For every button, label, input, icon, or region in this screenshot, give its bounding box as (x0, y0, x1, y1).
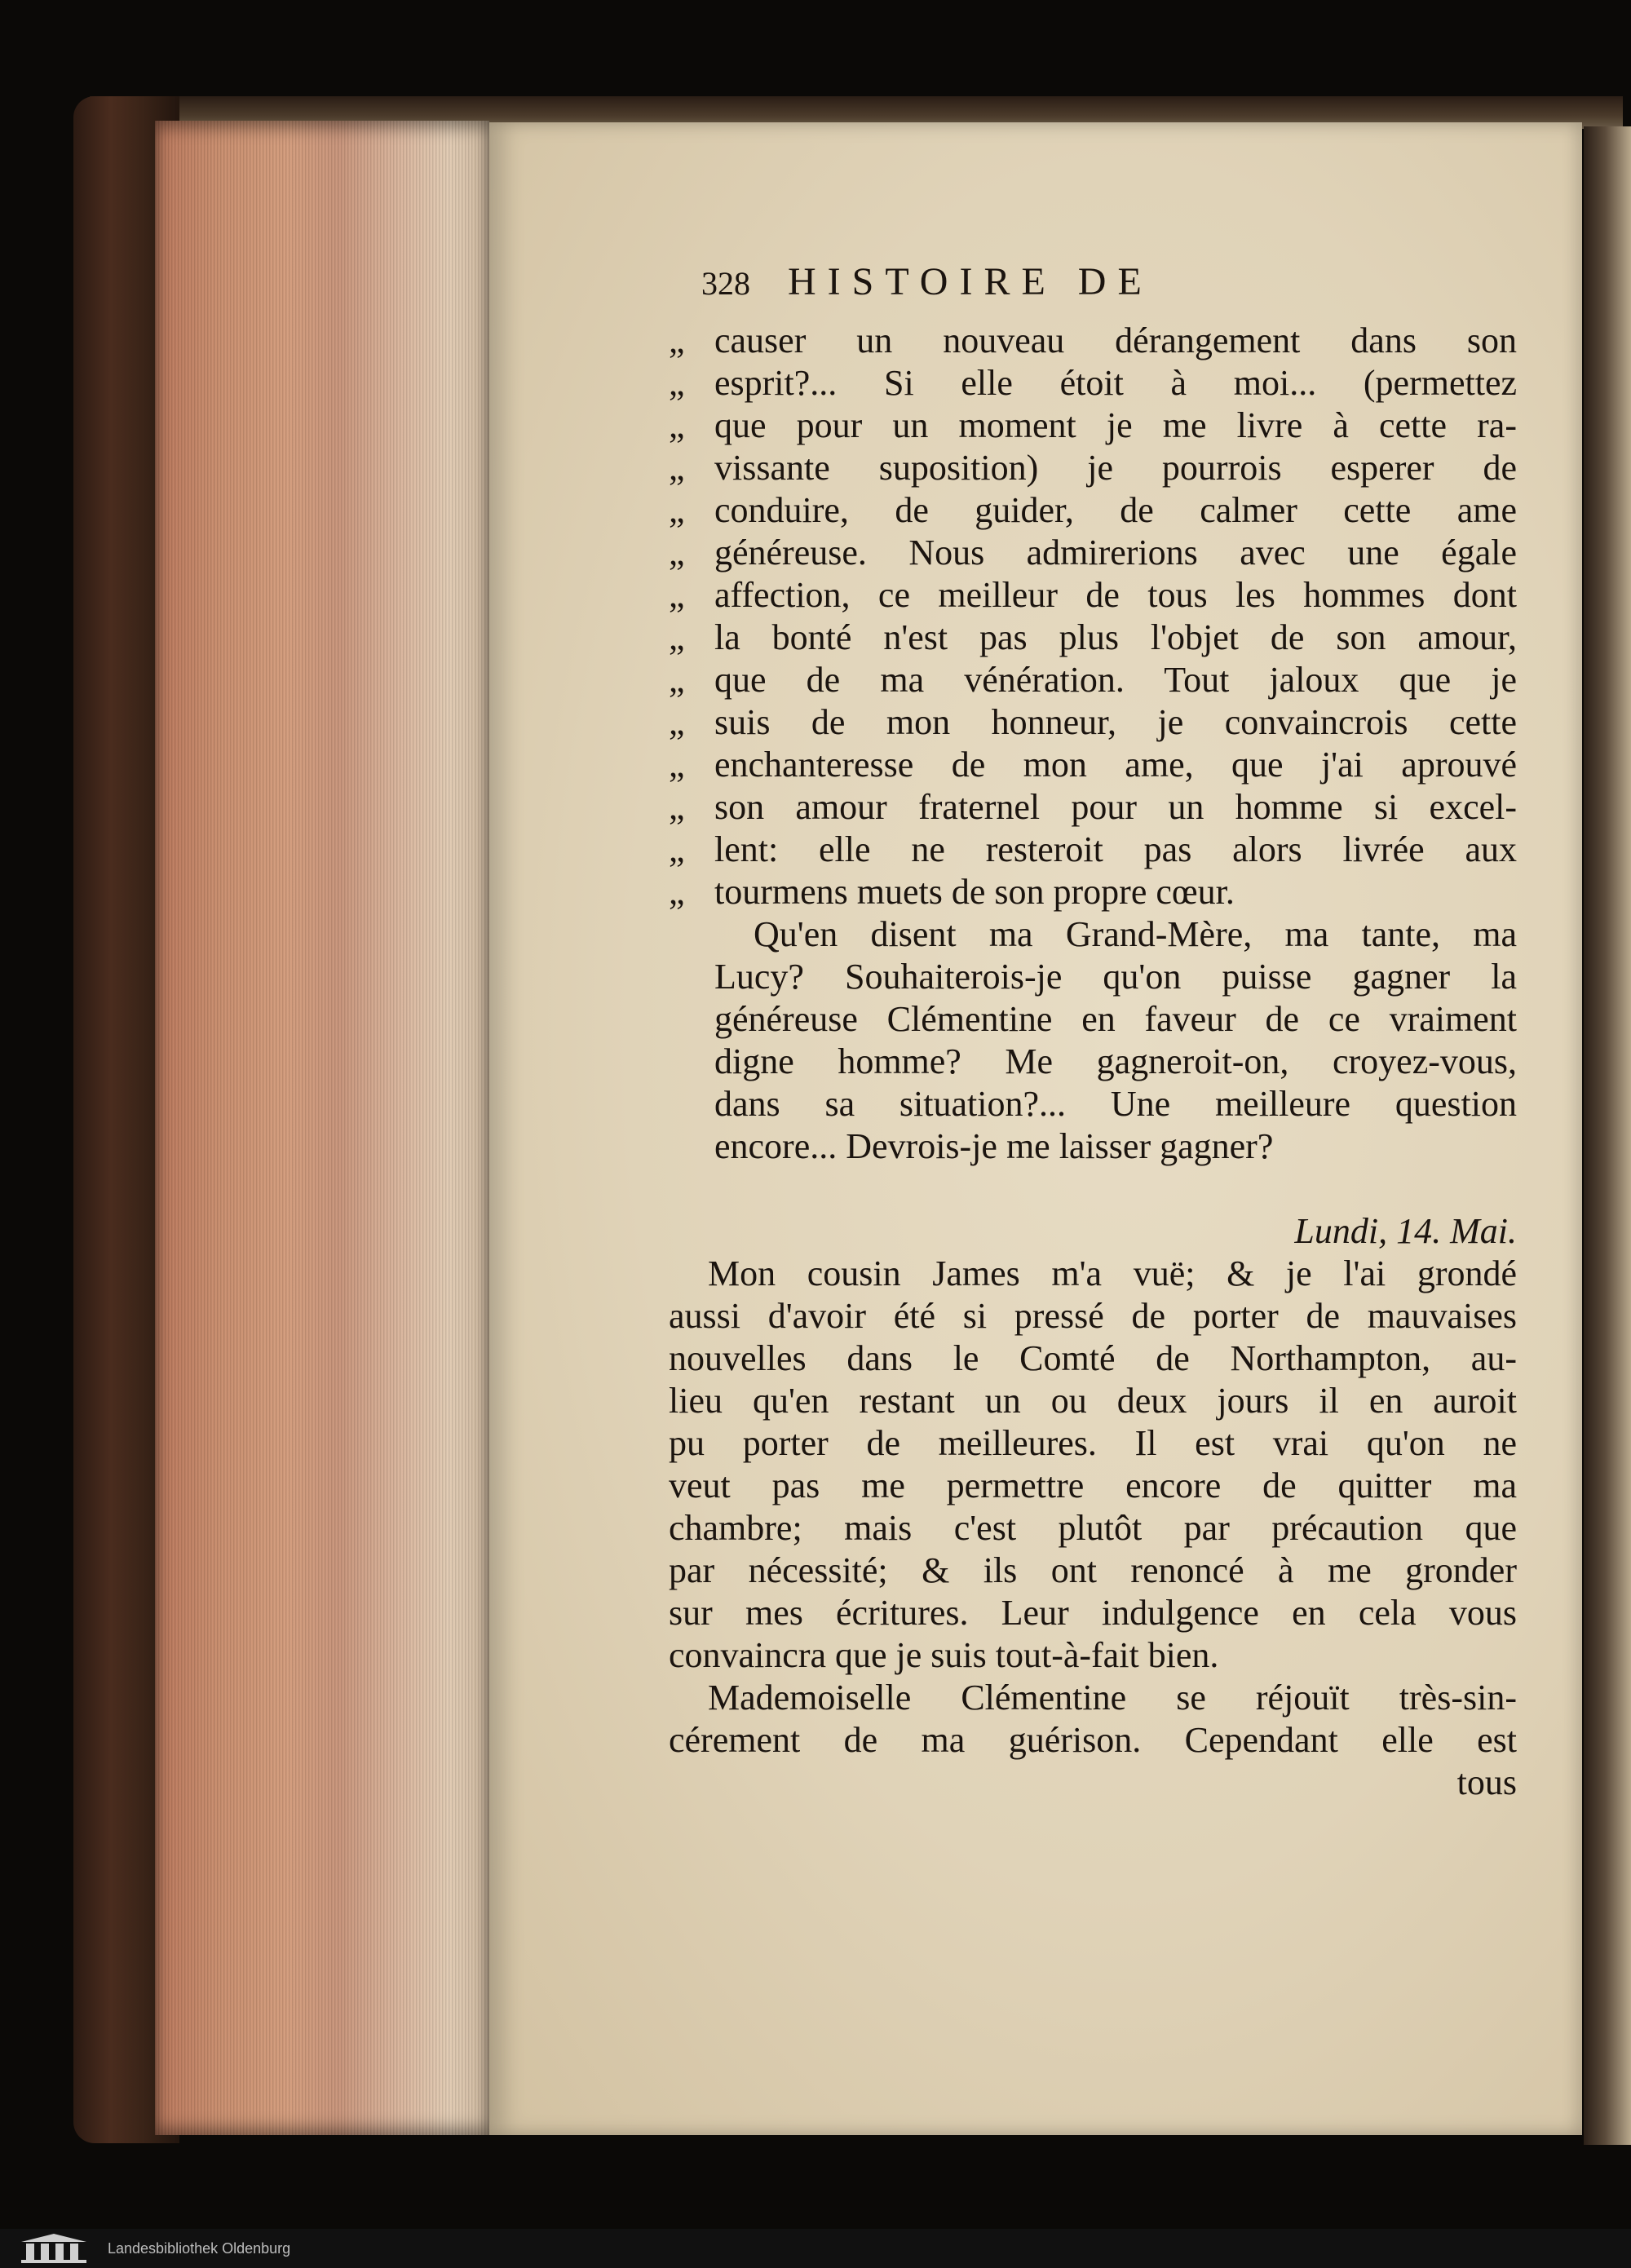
quote-mark: „ (669, 745, 685, 785)
text-line (669, 1634, 1517, 1677)
text-line (669, 956, 1517, 998)
line-text: lieu qu'en restant un ou deux jours il en auroit (669, 1381, 1517, 1421)
line-text: chambre; mais c'est plutôt par précaution que (669, 1508, 1517, 1548)
text-line (669, 489, 1517, 532)
text-line (669, 447, 1517, 489)
catchword: tous (1456, 1762, 1517, 1802)
quote-mark (669, 1041, 714, 1083)
text-line (669, 1253, 1517, 1295)
text-line (669, 1507, 1517, 1550)
text-line (669, 1550, 1517, 1592)
line-text: généreuse. Nous admirerions avec une égale (714, 533, 1517, 573)
quote-mark: „ (669, 829, 685, 869)
quote-mark: „ (669, 490, 685, 530)
quote-mark: „ (669, 702, 685, 742)
line-text: cérement de ma guérison. Cependant elle est (669, 1720, 1517, 1760)
text-line (669, 1083, 1517, 1125)
text-line (669, 1422, 1517, 1465)
text-line (669, 998, 1517, 1041)
text-line (669, 871, 1517, 913)
quote-mark (669, 998, 714, 1041)
quote-mark: „ (669, 405, 685, 445)
text-line (669, 701, 1517, 744)
line-text: dans sa situation?... Une meilleure question (714, 1084, 1517, 1124)
quote-mark (669, 1083, 714, 1125)
text-line (669, 1592, 1517, 1634)
text-line (669, 1125, 1517, 1168)
letter-passage-2 (669, 1253, 1517, 1762)
text-line (669, 786, 1517, 829)
line-text: veut pas me permettre encore de quitter ma (669, 1466, 1517, 1505)
line-text: lent: elle ne resteroit pas alors livrée aux (714, 829, 1517, 869)
quote-mark (669, 1125, 714, 1168)
line-text: par nécessité; & ils ont renoncé à me gronder (669, 1550, 1517, 1590)
text-line (669, 617, 1517, 659)
line-text: affection, ce meilleur de tous les hommes dont (714, 575, 1517, 615)
line-text: encore... Devrois-je me laisser gagner? (714, 1126, 1274, 1166)
line-text: Mon cousin James m'a vuë; & je l'ai grondé (708, 1253, 1517, 1293)
text-line (669, 1719, 1517, 1762)
quote-mark: „ (669, 660, 685, 700)
running-title: HISTOIRE DE (788, 260, 1153, 303)
line-text: digne homme? Me gagneroit-on, croyez-vous, (714, 1041, 1517, 1081)
line-text: Lucy? Souhaiterois-je qu'on puisse gagner la (714, 957, 1517, 997)
line-text: tourmens muets de son propre cœur. (714, 872, 1235, 912)
text-line (669, 574, 1517, 617)
text-line (669, 1677, 1517, 1719)
quote-mark (669, 913, 714, 956)
date-heading: Lundi, 14. Mai. (1294, 1211, 1517, 1251)
running-header (701, 259, 1517, 304)
line-text: sur mes écritures. Leur indulgence en cela vous (669, 1593, 1517, 1633)
line-text: convaincra que je suis tout-à-fait bien. (669, 1635, 1219, 1675)
library-logo-icon (16, 2232, 91, 2265)
text-line (669, 659, 1517, 701)
text-line (669, 1380, 1517, 1422)
text-line (669, 320, 1517, 362)
quote-mark: „ (669, 448, 685, 488)
text-line (669, 744, 1517, 786)
quote-mark (669, 956, 714, 998)
line-text: aussi d'avoir été si pressé de porter de mauvaises (669, 1296, 1517, 1336)
line-text: que de ma vénération. Tout jaloux que je (714, 660, 1517, 700)
text-line (669, 405, 1517, 447)
quote-mark: „ (669, 575, 685, 615)
text-line (669, 913, 1517, 956)
text-line (669, 532, 1517, 574)
line-text: pu porter de meilleures. Il est vrai qu'on ne (669, 1423, 1517, 1463)
letter-passage (669, 320, 1517, 1168)
line-text: suis de mon honneur, je convaincrois cette (714, 702, 1517, 742)
line-text: son amour fraternel pour un homme si excel- (714, 787, 1517, 827)
footer-bar (0, 2229, 1631, 2268)
line-text: causer un nouveau dérangement dans son (714, 321, 1517, 360)
library-name: Landesbibliothek Oldenburg (108, 2239, 291, 2257)
line-text: esprit?... Si elle étoit à moi... (permettez (714, 363, 1517, 403)
text-line (669, 1337, 1517, 1380)
quote-mark: „ (669, 617, 685, 657)
text-line (669, 1465, 1517, 1507)
text-line (669, 362, 1517, 405)
line-text: généreuse Clémentine en faveur de ce vraiment (714, 999, 1517, 1039)
line-text: enchanteresse de mon ame, que j'ai aprouvé (714, 745, 1517, 785)
quote-mark: „ (669, 533, 685, 573)
line-text: Mademoiselle Clémentine se réjouït très-sin- (708, 1678, 1517, 1718)
line-text: la bonté n'est pas plus l'objet de son amour, (714, 617, 1517, 657)
facing-page-edge (1584, 126, 1631, 2145)
line-text: que pour un moment je me livre à cette ra- (714, 405, 1517, 445)
text-line (669, 829, 1517, 871)
quote-mark: „ (669, 321, 685, 360)
line-text: vissante suposition) je pourrois esperer de (714, 448, 1517, 488)
page-edges (155, 121, 489, 2135)
quote-mark: „ (669, 363, 685, 403)
line-text: nouvelles dans le Comté de Northampton, au- (669, 1338, 1517, 1378)
quote-mark: „ (669, 787, 685, 827)
line-text: Qu'en disent ma Grand-Mère, ma tante, ma (754, 914, 1517, 954)
line-text: conduire, de guider, de calmer cette ame (714, 490, 1517, 530)
quote-mark: „ (669, 872, 685, 912)
page-number: 328 (701, 265, 750, 302)
text-line (669, 1041, 1517, 1083)
page-text (669, 320, 1517, 1804)
text-line (669, 1295, 1517, 1337)
